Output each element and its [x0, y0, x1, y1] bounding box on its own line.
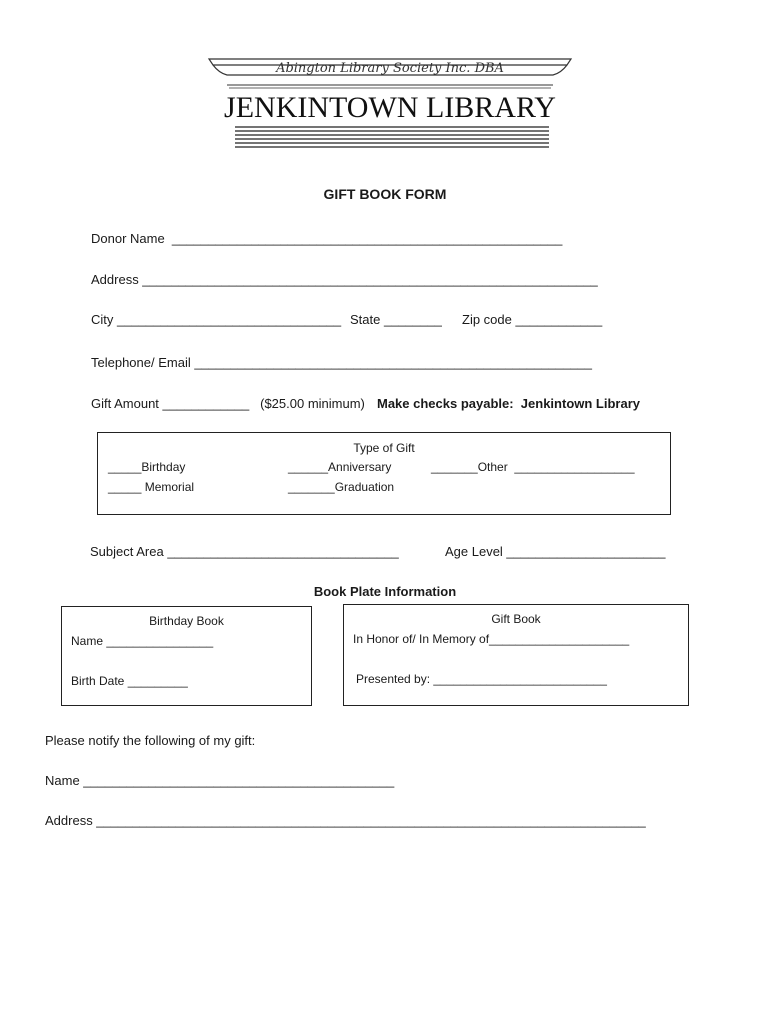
- state-field[interactable]: State ________: [350, 312, 442, 327]
- age-level-field[interactable]: Age Level ______________________: [445, 544, 666, 559]
- birthday-book-box: [61, 606, 312, 706]
- gift-type-graduation[interactable]: _______Graduation: [288, 480, 395, 494]
- presented-by-field[interactable]: Presented by: __________________________: [356, 672, 607, 686]
- address-field[interactable]: Address _______________________________________________________________: [91, 272, 598, 287]
- gift-book-title: Gift Book: [491, 612, 541, 626]
- checks-payable-note: Make checks payable: Jenkintown Library: [377, 396, 640, 411]
- birthday-name-field[interactable]: Name ________________: [71, 634, 214, 648]
- logo-script-text: Abington Library Society Inc. DBA: [276, 61, 504, 76]
- type-of-gift-box: [97, 432, 671, 515]
- birth-date-field[interactable]: Birth Date _________: [71, 674, 188, 688]
- notify-address-field[interactable]: Address ____________________________________________________________________________: [45, 813, 646, 828]
- gift-book-box: [343, 604, 689, 706]
- telephone-email-field[interactable]: Telephone/ Email _______________________________________________________: [91, 355, 592, 370]
- library-logo: [205, 55, 575, 155]
- birthday-book-title: Birthday Book: [149, 614, 224, 628]
- form-title: GIFT BOOK FORM: [323, 186, 447, 202]
- type-of-gift-heading: Type of Gift: [353, 441, 415, 455]
- notify-heading: Please notify the following of my gift:: [45, 733, 256, 748]
- zip-field[interactable]: Zip code ____________: [462, 312, 603, 327]
- logo-name: JENKINTOWN LIBRARY: [224, 91, 556, 124]
- gift-type-anniversary[interactable]: ______Anniversary: [288, 460, 392, 474]
- notify-name-field[interactable]: Name ___________________________________________: [45, 773, 395, 788]
- city-field[interactable]: City _______________________________: [91, 312, 342, 327]
- book-plate-heading: Book Plate Information: [313, 584, 457, 599]
- gift-type-other[interactable]: _______Other __________________: [431, 460, 635, 474]
- honor-memory-field[interactable]: In Honor of/ In Memory of_____________________: [353, 632, 630, 646]
- gift-amount-field[interactable]: Gift Amount ____________ ($25.00 minimum): [91, 396, 365, 411]
- donor-name-field[interactable]: Donor Name ______________________________________________________: [91, 231, 563, 246]
- subject-area-field[interactable]: Subject Area ________________________________: [90, 544, 399, 559]
- gift-type-memorial[interactable]: _____ Memorial: [108, 480, 195, 494]
- gift-type-birthday[interactable]: _____Birthday: [108, 460, 186, 474]
